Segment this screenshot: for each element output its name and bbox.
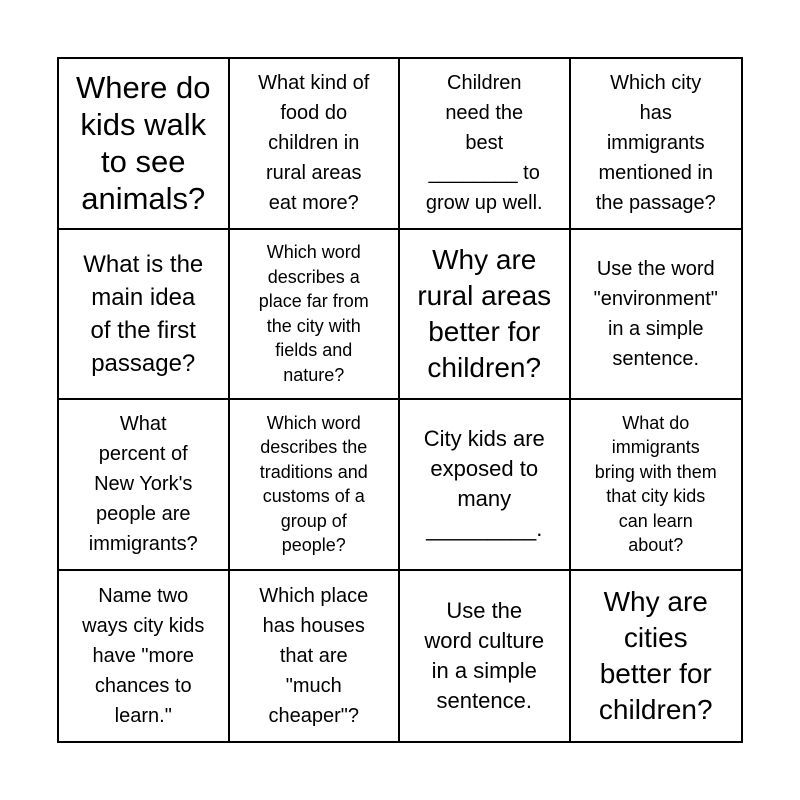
cell-text: What is the main idea of the first passage? bbox=[83, 250, 204, 377]
bingo-board bbox=[57, 57, 743, 743]
cell-text: City kids are exposed to many _________. bbox=[423, 426, 545, 542]
bingo-cell[interactable] bbox=[571, 571, 742, 742]
cell-text: Use the word culture in a simple sentence. bbox=[424, 597, 545, 713]
bingo-cell[interactable] bbox=[59, 571, 230, 742]
bingo-cell[interactable] bbox=[400, 400, 571, 571]
bingo-cell[interactable] bbox=[59, 230, 230, 401]
cell-text: Children need the best ________ to grow up well. bbox=[425, 72, 543, 215]
cell-text: What kind of food do children in rural areas eat more? bbox=[258, 72, 370, 215]
cell-text: Name two ways city kids have "more chances to learn." bbox=[82, 584, 205, 727]
bingo-cell[interactable] bbox=[400, 230, 571, 401]
bingo-cell[interactable] bbox=[571, 59, 742, 230]
cell-text: Why are cities better for children? bbox=[598, 585, 713, 725]
cell-text: Which city has immigrants mentioned in the passage? bbox=[595, 72, 716, 215]
cell-text: Which place has houses that are "much cheaper"? bbox=[259, 584, 369, 727]
bingo-cell[interactable] bbox=[59, 400, 230, 571]
bingo-cell[interactable] bbox=[230, 571, 401, 742]
bingo-cell[interactable] bbox=[571, 400, 742, 571]
cell-text: Why are rural areas better for children? bbox=[417, 243, 552, 383]
cell-text: Use the word "environment" in a simple sentence. bbox=[593, 257, 718, 370]
cell-text: Which word describes the traditions and customs of a group of people? bbox=[259, 412, 368, 556]
cell-text: Which word describes a place far from the city with fields and nature? bbox=[258, 242, 369, 385]
cell-text: What do immigrants bring with them that city kids can learn about? bbox=[594, 412, 717, 556]
bingo-cell[interactable] bbox=[230, 400, 401, 571]
cell-text: Where do kids walk to see animals? bbox=[76, 70, 211, 217]
bingo-cell[interactable] bbox=[400, 571, 571, 742]
cell-text: What percent of New York's people are immigrants? bbox=[88, 413, 198, 556]
bingo-cell[interactable] bbox=[230, 230, 401, 401]
bingo-cell[interactable] bbox=[400, 59, 571, 230]
bingo-cell[interactable] bbox=[230, 59, 401, 230]
bingo-cell[interactable] bbox=[59, 59, 230, 230]
bingo-cell[interactable] bbox=[571, 230, 742, 401]
